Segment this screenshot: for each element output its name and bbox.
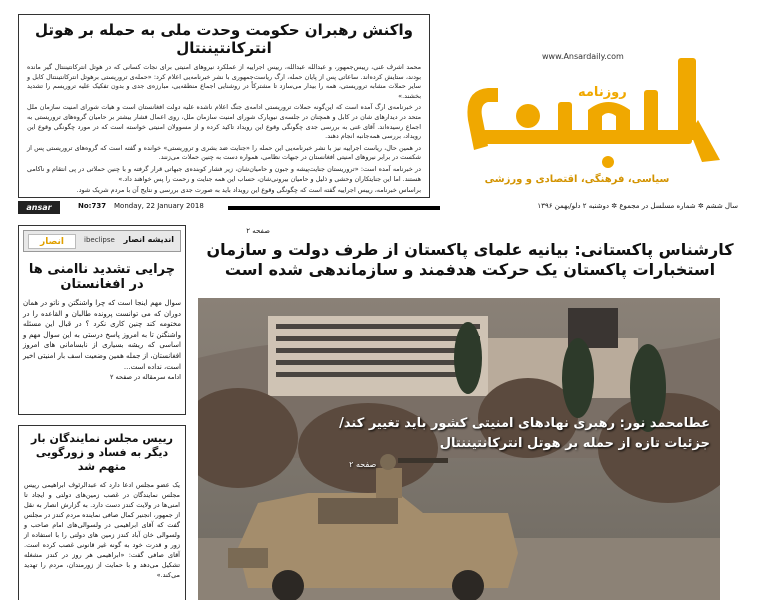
- caption-line-2: جزئیات تازه از حمله بر هوتل انترکانتیننتال: [439, 436, 710, 451]
- caption-page-ref: صفحه ۲: [349, 460, 377, 469]
- editorial-continue-link[interactable]: ادامه سرمقاله در صفحه ۲: [109, 373, 181, 382]
- main-photo: [198, 298, 720, 600]
- top-news-paragraph: محمد اشرف غنی، رییس‌جمهور، و عبدالله عبدالله، رییس اجراییه از عملکرد نیروهای امنیتی برای نجات کسانی که در هوتل انترکانتیننتال گیر مانده بودند، ستایش کرده‌اند. ساعاتی پس از پایان حمله، ارگ ریاست‌جمهوری با نشر خبرنامه‌یی اعلام کرد: «حمله‌ی تروریستی برهوتل انترکانتیننتال کابل و سایر حملات مشابه تروریستی، همه را بیدار می‌سازد تا مشترکاً در روشنایی اجماع منطقه‌یی، مبارزه‌ی جدی و بدون تفکیک علیه تروریسم را تشدید بخشند.»: [27, 63, 421, 100]
- main-headline: کارشناس پاکستانی: بیانیه علمای پاکستان از طرف دولت و سازمان استخبارات پاکستان یک حرکت هدفمند و سازماندهی شده است: [206, 240, 734, 279]
- editorial-logo: انصار: [28, 234, 76, 249]
- photo-caption: [339, 414, 710, 469]
- strip-divider: [228, 206, 440, 210]
- lower-news-headline: رییس مجلس نمایندگان بار دیگر به فساد و زورگویی متهم شد: [31, 432, 173, 473]
- gregorian-date: Monday, 22 January 2018: [114, 202, 204, 210]
- editorial-box: [18, 225, 186, 415]
- masthead: [438, 40, 738, 210]
- editorial-header: [23, 230, 181, 252]
- issue-number: No:737: [78, 202, 107, 210]
- date-strip: [18, 201, 740, 215]
- strip-extra: سال ششم ✲ شماره مسلسل در مجموع ✲: [611, 202, 738, 210]
- top-news-box: [18, 14, 430, 198]
- top-news-headline: واکنش رهبران حکومت وحدت ملی به حمله بر هوتل انترکانتیننتال: [35, 21, 413, 57]
- main-kicker: صفحه ۲: [246, 227, 270, 235]
- top-news-body: [27, 63, 421, 196]
- persian-date: [448, 202, 738, 210]
- top-news-paragraph: در خبرنامه آمده است: «تروریستان جنایت‌پیشه و جبون و حامیان‌شان، زیر فشار کوبنده‌ی جبهاتی قرار گرفته و با چنین حملاتی در پی انتقام و ناکامی هستند. اما این جنایتکاران وحشی و ذلیل و حامیان بیرونی‌شان، حساب این همه جنایت و رحمت را پس خواهند داد.»: [27, 164, 421, 183]
- editorial-headline: چرایی تشدید ناامنی ها در افغانستان: [28, 262, 176, 292]
- strip-brand: ansar: [18, 201, 60, 214]
- top-news-paragraph: در همین حال، ریاست اجراییه نیز با نشر خبرنامه‌یی این حمله را «جنایت ضد بشری و تروریستی» خوانده و گفته است که گروه‌های تروریستی پس از شکست در برابر نیروهای امنیتی افغانستان در جبهات نظامی، همواره دست به چنین حملات می‌زنند.: [27, 143, 421, 162]
- lower-news-body: یک عضو مجلس ادعا دارد که عبدالرئوف ابراهیمی رییس مجلس نمایندگان در غصب زمین‌های دولتی و ایجاد تا امنی‌ها در ولایت کندز دست دارد. به گزارش انصار به نقل از جمهور، انجنیر کمال صافی نماینده مردم کندز در مجلس گفت که آقای ابراهیمی در ولسوالی‌های امام صاحب و ولسوالی خان آباد کندز زمین های دولتی را با استفاده از زور و قدرت خود به گونه غیر قانونی غصب کرده است. آقای صافی گفت: «ابراهیمی هر روز در کندز مشغله تشکیل می‌دهد و با حمایت از زورمندان، مردم را تهدید می‌کند.»: [24, 481, 180, 579]
- editorial-section: اندیشه انصار: [123, 235, 174, 244]
- editorial-small: ibeclipse: [84, 236, 115, 244]
- website-url[interactable]: www.Ansardaily.com: [542, 52, 624, 61]
- caption-line-1: عطامحمد نور: رهبری نهادهای امنیتی کشور باید تغییر کند/: [339, 416, 710, 431]
- lower-news-box: [18, 425, 186, 600]
- top-news-paragraph: براساس خبرنامه، رییس اجراییه گفته است که چگونگی وقوع این رویداد باید به صورت جدی بررسی و نتایج آن با مردم شریک شود.: [76, 186, 421, 195]
- masthead-logo: [458, 50, 720, 180]
- masthead-tagline: سیاسی، فرهنگی، اقتصادی و ورزشی: [484, 174, 670, 185]
- persian-date-text: دوشنبه ۲ دلو/بهمن ۱۳۹۶: [537, 202, 610, 210]
- masthead-kicker: روزنامه: [578, 85, 627, 100]
- editorial-body: سوال مهم اینجا است که چرا واشنگتن و ناتو در همان دوران که می توانست پرونده طالبان و القاعده را در مختومه کند چنین کاری نکرد ؟ در قبال این مسئله واشنگتن تا به امروز پاسخ درستی به این سوال مهم و اساسی که ریشه بسیاری از نابسامانی های امروز افغانستان، از جمله همین وضعیت اسف بار امنیتی اخیر است، نداده است...: [23, 299, 181, 371]
- top-news-paragraph: در خبرنامه‌ی ارگ آمده است که این‌گونه حملات تروریستی ادامه‌ی جنگ اعلام ناشده علیه دولت افغانستان است و هیات شورای امنیت سازمان ملل متحد در دیدارهای شان در کابل و همچنان در جلسه‌ی نیویارک شورای امنیت سازمان ملل، روی اعمال فشار بیشتر بر حامیان گروه‌های تروریستی به اجماع رسیده‌اند. آقای غنی به بررسی جدی چگونگی وقوع این رویداد تاکید کرده و از مسوولان امنیتی خواسته است که در مورد چگونگی وقوع این رویداد، بررسی همه‌جانبه انجام دهند.: [27, 103, 421, 141]
